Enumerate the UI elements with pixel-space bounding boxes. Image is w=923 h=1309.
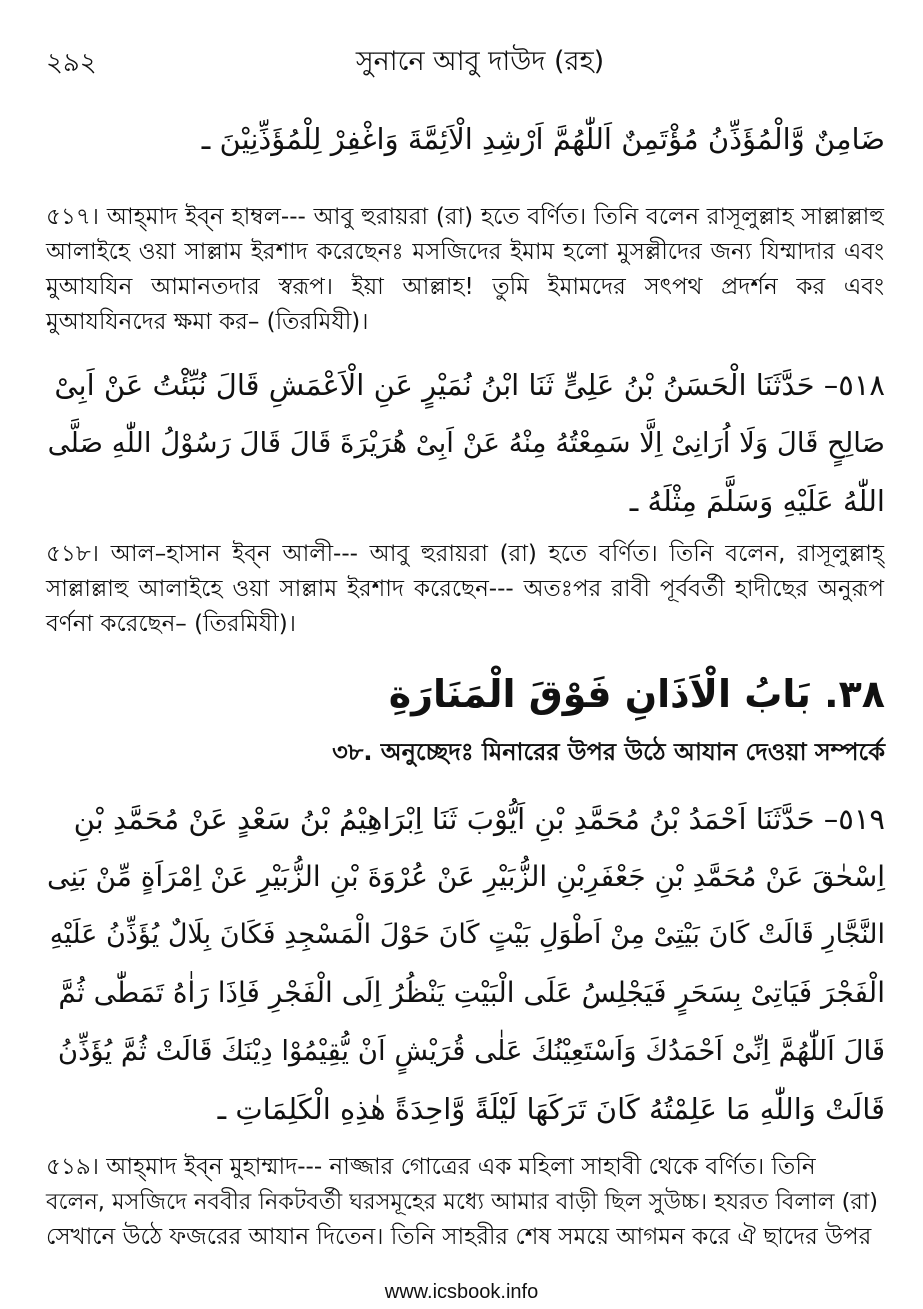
- arabic-line: ضَامِنٌ وَّالْمُؤَذِّنُ مُؤْتَمِنٌ اَللّٰهُمَّ اَرْشِدِ الْاَئِمَّةَ وَاغْفِرْ لِلْمُؤَذِّنِيْنَ ـ: [201, 122, 885, 156]
- arabic-line: الْفَجْرَ فَيَاتِىْ بِسَحَرٍ فَيَجْلِسُ عَلَى الْبَيْتِ يَنْظُرُ اِلَى الْفَجْرِ فَاِذَا رَاٰهُ تَمَطّٰى ثُمَّ: [58, 976, 885, 1009]
- footer-url: www.icsbook.info: [384, 1281, 539, 1303]
- translation-line: ৫১৯। আহ্‌মাদ ইব্‌ন মুহাম্মাদ--- নাজ্জার গোত্রের এক মহিলা সাহাবী থেকে বর্ণিত। তিনি: [46, 1154, 816, 1180]
- running-title: সুনানে আবু দাউদ (রহ): [355, 46, 605, 77]
- arabic-hadith-518: [45, 356, 885, 530]
- chapter-heading-arabic: ٣٨. بَابُ الْاَذَانِ فَوْقَ الْمَنَارَةِ: [388, 672, 885, 716]
- chapter-subtitle: ৩৮. অনুচ্ছেদঃ মিনারের উপর উঠে আযান দেওয়া সম্পর্কে: [332, 738, 885, 766]
- translation-line: সেখানে উঠে ফজরের আযান দিতেন। তিনি সাহরীর শেষ সময়ে আগমন করে ঐ ছাদের উপর: [46, 1224, 872, 1250]
- arabic-line: ٥١٩– حَدَّثَنَا اَحْمَدُ بْنُ مُحَمَّدِ بْنِ اَيُّوْبَ ثَنَا اِبْرَاهِيْمُ بْنُ سَعْدٍ عَنْ مُحَمَّدِ بْنِ: [73, 802, 885, 836]
- arabic-line: صَالِحٍ قَالَ وَلَا اُرَانِىْ اِلَّا سَمِعْتُهُ مِنْهُ عَنْ اَبِىْ هُرَيْرَةَ قَالَ قَالَ رَسُوْلُ اللّٰهِ صَلَّى: [47, 427, 885, 459]
- hadith-517-translation: ৫১৭। আহ্‌মাদ ইব্‌ন হাম্বল--- আবু হুরায়রা (রা) হতে বর্ণিত। তিনি বলেন রাসূলুল্লাহ সাল্লাল্লাহু আলাইহে ওয়া সাল্লাম ইরশাদ করেছেনঃ মসজিদের ইমাম হলো মুসল্লীদের জন্য যিম্মাদার এবং মুআযযিন আমানতদার স্বরূপ। ইয়া আল্লাহ! তুমি ইমামদের সৎপথ প্রদর্শন কর এবং মুআযযিনদের ক্ষমা কর– (তিরমিযী)।: [46, 204, 884, 335]
- arabic-hadith-519: [45, 790, 885, 1138]
- translation-line: বলেন, মসজিদে নববীর নিকটবর্তী ঘরসমূহের মধ্যে আমার বাড়ী ছিল সুউচ্চ। হযরত বিলাল (রা): [46, 1189, 879, 1215]
- arabic-line: قَالَتْ وَاللّٰهِ مَا عَلِمْتُهُ كَانَ تَرَكَهَا لَيْلَةً وَّاحِدَةً هٰذِهِ الْكَلِمَاتِ ـ: [217, 1092, 885, 1126]
- page-number: ২৯২: [46, 48, 97, 78]
- arabic-text-top: [45, 110, 885, 168]
- arabic-line: اللّٰهُ عَلَيْهِ وَسَلَّمَ مِثْلَهُ ـ: [629, 484, 885, 518]
- arabic-line: النَّجَّارِ قَالَتْ كَانَ بَيْتِىْ مِنْ اَطْوَلِ بَيْتٍ كَانَ حَوْلَ الْمَسْجِدِ فَكَانَ بِلَالٌ يُؤَذِّنُ عَلَيْهِ: [49, 919, 885, 950]
- arabic-line: ٥١٨– حَدَّثَنَا الْحَسَنُ بْنُ عَلِىٍّ ثَنَا ابْنُ نُمَيْرٍ عَنِ الْاَعْمَشِ قَالَ نُبِّئْتُ عَنْ اَبِىْ: [54, 368, 885, 402]
- hadith-518-translation: ৫১৮। আল–হাসান ইব্‌ন আলী--- আবু হুরায়রা (রা) হতে বর্ণিত। তিনি বলেন, রাসূলুল্লাহ্‌ সাল্লাল্লাহু আলাইহে ওয়া সাল্লাম ইরশাদ করেছেন--- অতঃপর রাবী পূর্ববর্তী হাদীছের অনুরূপ বর্ণনা করেছেন– (তিরমিযী)।: [46, 541, 884, 637]
- hadith-519-translation: [46, 1150, 884, 1255]
- arabic-line: اِسْحٰقَ عَنْ مُحَمَّدِ بْنِ جَعْفَرِبْنِ الزُّبَيْرِ عَنْ عُرْوَةَ بْنِ الزُّبَيْرِ عَنْ اِمْرَاَةٍ مِّنْ بَنِى: [47, 860, 885, 893]
- arabic-line: قَالَ اَللّٰهُمَّ اِنِّىْ اَحْمَدُكَ وَاَسْتَعِيْنُكَ عَلٰى قُرَيْشٍ اَنْ يُّقِيْمُوْا دِيْنَكَ قَالَتْ ثُمَّ يُؤَذِّنُ: [57, 1035, 885, 1067]
